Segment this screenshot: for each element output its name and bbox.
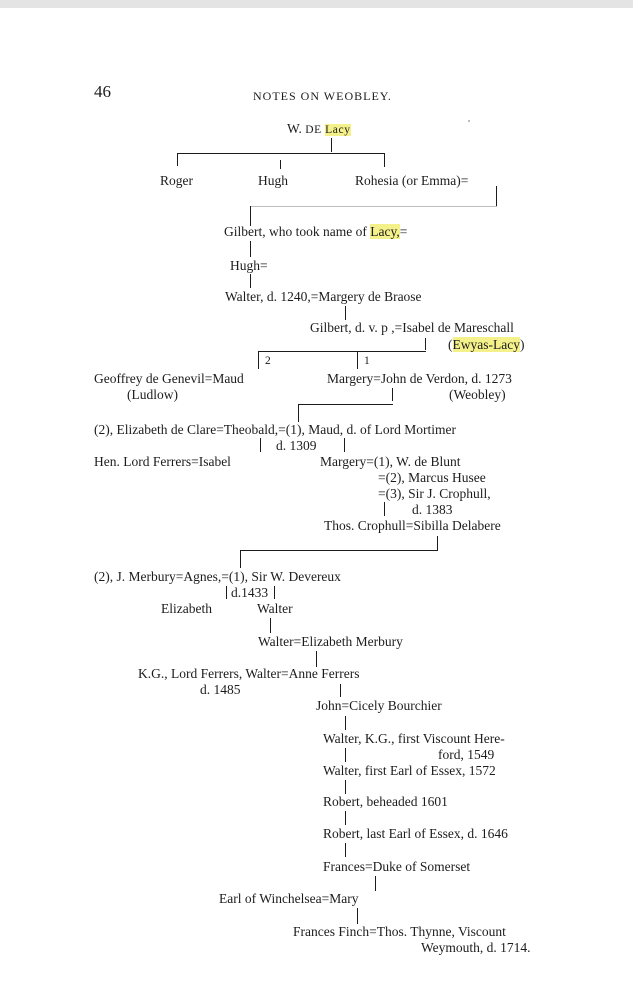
person-robert-1646: Robert, last Earl of Essex, d. 1646 <box>323 826 508 841</box>
person-walter-1240: Walter, d. 1240,=Margery de Braose <box>225 289 422 304</box>
person-isabel: Hen. Lord Ferrers=Isabel <box>94 454 231 469</box>
speck <box>468 120 470 122</box>
spouse-marcus-husee: =(2), Marcus Husee <box>378 470 486 485</box>
line <box>250 206 251 226</box>
line <box>375 876 376 891</box>
ferrers-death: d. 1485 <box>200 682 241 697</box>
viscount-year: ford, 1549 <box>438 747 495 762</box>
line <box>240 550 438 551</box>
person-robert-1601: Robert, beheaded 1601 <box>323 794 448 809</box>
line <box>226 586 227 599</box>
person-hugh-2: Hugh= <box>230 258 268 273</box>
line <box>425 338 426 350</box>
page-number: 46 <box>94 82 111 101</box>
line <box>344 438 345 452</box>
line <box>316 651 317 667</box>
person-frances-finch: Frances Finch=Thos. Thynne, Viscount <box>293 924 506 939</box>
person-walter-merbury: Walter=Elizabeth Merbury <box>258 634 403 649</box>
line <box>258 351 259 369</box>
person-theobald: (2), Elizabeth de Clare=Theobald,=(1), Maud, d. of Lord Mortimer <box>94 422 456 437</box>
person-gilbert: Gilbert, who took name of Lacy,= <box>224 224 408 239</box>
person-margery-verdon: Margery=John de Verdon, d. 1273 <box>327 371 512 386</box>
person-elizabeth: Elizabeth <box>161 601 212 616</box>
line <box>384 502 385 516</box>
person-walter-viscount: Walter, K.G., first Viscount Here- <box>323 731 505 746</box>
person-hugh: Hugh <box>258 173 288 188</box>
root-person: W. DE Lacy <box>287 121 351 136</box>
line <box>384 153 385 167</box>
person-rohesia: Rohesia (or Emma)= <box>355 173 469 188</box>
line <box>392 388 393 401</box>
line <box>274 586 275 599</box>
person-john: John=Cicely Bourchier <box>316 698 442 713</box>
person-frances: Frances=Duke of Somerset <box>323 859 471 874</box>
line <box>357 351 358 369</box>
line <box>437 536 438 550</box>
line <box>177 153 178 166</box>
theobald-death: d. 1309 <box>276 438 317 453</box>
line <box>357 908 358 924</box>
thynne-death: Weymouth, d. 1714. <box>421 940 531 955</box>
person-thos-crophull: Thos. Crophull=Sibilla Delabere <box>324 518 501 533</box>
crophull-death: d. 1383 <box>412 502 453 517</box>
line <box>250 274 251 288</box>
line <box>298 404 299 422</box>
place-ewyas-lacy: (Ewyas-Lacy) <box>448 337 525 352</box>
person-walter-ferrers: K.G., Lord Ferrers, Walter=Anne Ferrers <box>138 666 360 681</box>
line <box>496 186 497 206</box>
line <box>258 351 426 352</box>
running-head: NOTES ON WEOBLEY. <box>253 89 392 103</box>
person-mary: Earl of Winchelsea=Mary <box>219 891 359 906</box>
place-ludlow: (Ludlow) <box>127 387 178 402</box>
spouse-crophull: =(3), Sir J. Crophull, <box>378 486 491 501</box>
line <box>270 618 271 633</box>
line <box>280 160 281 169</box>
agnes-death: d.1433 <box>231 585 269 600</box>
person-agnes: (2), J. Merbury=Agnes,=(1), Sir W. Devereux <box>94 569 341 584</box>
line <box>345 780 346 794</box>
line <box>298 404 393 405</box>
line <box>345 716 346 730</box>
line <box>345 306 346 320</box>
person-walter-essex: Walter, first Earl of Essex, 1572 <box>323 763 496 778</box>
person-walter: Walter <box>257 601 293 616</box>
viewer-top-bar <box>0 0 633 8</box>
marriage-number-2: 2 <box>265 355 272 367</box>
line <box>345 843 346 857</box>
place-weobley: (Weobley) <box>449 387 506 402</box>
line <box>345 811 346 825</box>
line <box>260 438 261 452</box>
line <box>250 206 497 207</box>
line <box>250 241 251 257</box>
line <box>345 748 346 762</box>
person-roger: Roger <box>160 173 193 188</box>
marriage-number-1: 1 <box>364 355 371 367</box>
line <box>177 153 385 154</box>
person-geoffrey: Geoffrey de Genevil=Maud <box>94 371 244 386</box>
person-margery-blunt: Margery=(1), W. de Blunt <box>320 454 461 469</box>
line <box>340 684 341 697</box>
line <box>331 138 332 152</box>
line <box>240 550 241 568</box>
person-gilbert-2: Gilbert, d. v. p ,=Isabel de Mareschall <box>310 320 514 335</box>
